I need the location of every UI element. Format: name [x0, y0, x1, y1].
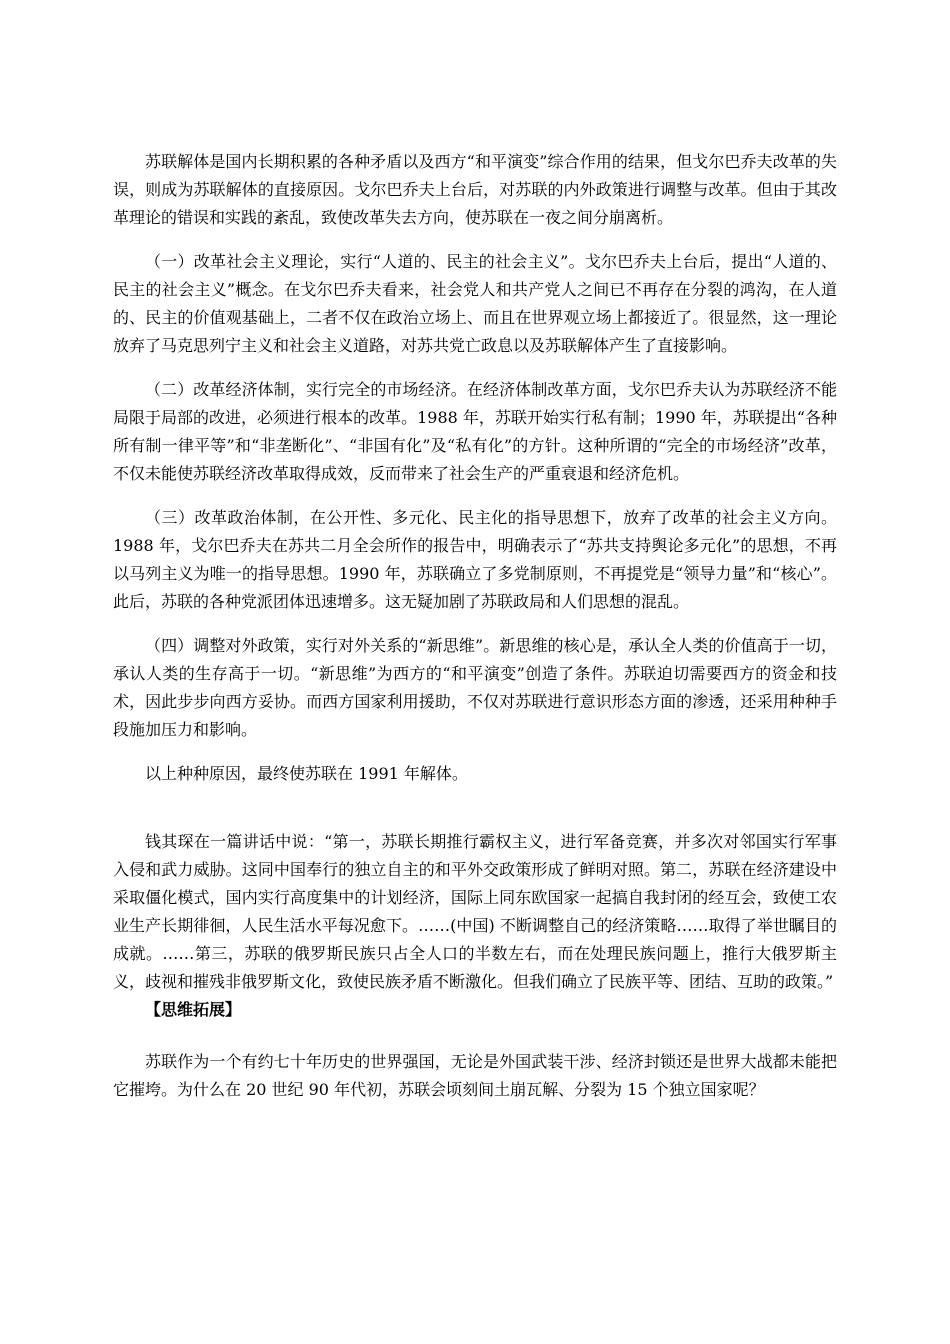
- reason-two-paragraph: （二）改革经济体制，实行完全的市场经济。在经济体制改革方面，戈尔巴乔夫认为苏联经济不能局限于局部的改进，必须进行根本的改革。1988 年，苏联开始实行私有制；1990 年，苏联提出“各种所有制一律平等”和“非垄断化”、“非国有化”及“私有化”的方针。这种所谓的“完全的市场经济”改革，不仅未能使苏联经济改革取得成效，反而带来了社会生产的严重衰退和经济危机。: [113, 380, 837, 483]
- reason-one-paragraph: （一）改革社会主义理论，实行“人道的、民主的社会主义”。戈尔巴乔夫上台后，提出“人道的、民主的社会主义”概念。在戈尔巴乔夫看来，社会党人和共产党人之间已不再存在分裂的鸿沟，在人道的、民主的价值观基础上，二者不仅在政治立场上、而且在世界观立场上都接近了。很显然，这一理论放弃了马克思列宁主义和社会主义道路，对苏共党亡政息以及苏联解体产生了直接影响。: [113, 252, 837, 355]
- reason-four-paragraph: （四）调整对外政策，实行对外关系的“新思维”。新思维的核心是，承认全人类的价值高于一切，承认人类的生存高于一切。“新思维”为西方的“和平演变”创造了条件。苏联迫切需要西方的资金和技术，因此步步向西方妥协。而西方国家利用援助，不仅对苏联进行意识形态方面的渗透，还采用种种手段施加压力和影响。: [113, 636, 837, 739]
- section-heading: 【思维拓展】: [145, 1000, 242, 1019]
- quote-paragraph: 钱其琛在一篇讲话中说：“第一，苏联长期推行霸权主义，进行军备竞赛，并多次对邻国实行军事入侵和武力威胁。这同中国奉行的独立自主的和平外交政策形成了鲜明对照。第二，苏联在经济建设中采取僵化模式，国内实行高度集中的计划经济，国际上同东欧国家一起搞自我封闭的经互会，致使工农业生产长期徘徊，人民生活水平每况愈下。……(中国) 不断调整自己的经济策略……取得了举世瞩目的成就。……第三，苏联的俄罗斯民族只占全人口的半数左右，而在处理民族问题上，推行大俄罗斯主义，歧视和摧残非俄罗斯文化，致使民族矛盾不断激化。但我们确立了民族平等、团结、互助的政策。”: [113, 832, 837, 991]
- reason-three-paragraph: （三）改革政治体制，在公开性、多元化、民主化的指导思想下，放弃了改革的社会主义方向。1988 年，戈尔巴乔夫在苏共二月全会所作的报告中，明确表示了“苏共支持舆论多元化”的思想，不再以马列主义为唯一的指导思想。1990 年，苏联确立了多党制原则，不再提党是“领导力量”和“核心”。此后，苏联的各种党派团体迅速增多。这无疑加剧了苏联政局和人们思想的混乱。: [113, 508, 837, 611]
- closing-paragraph: 苏联作为一个有约七十年历史的世界强国，无论是外国武装干涉、经济封锁还是世界大战都未能把它摧垮。为什么在 20 世纪 90 年代初，苏联会顷刻间土崩瓦解、分裂为 15 个独立国家呢？: [113, 1052, 837, 1099]
- intro-paragraph: 苏联解体是国内长期积累的各种矛盾以及西方“和平演变”综合作用的结果，但戈尔巴乔夫改革的失误，则成为苏联解体的直接原因。戈尔巴乔夫上台后，对苏联的内外政策进行调整与改革。但由于其改革理论的错误和实践的紊乱，致使改革失去方向，使苏联在一夜之间分崩离析。: [113, 152, 837, 227]
- conclusion-paragraph: 以上种种原因，最终使苏联在 1991 年解体。: [145, 764, 468, 783]
